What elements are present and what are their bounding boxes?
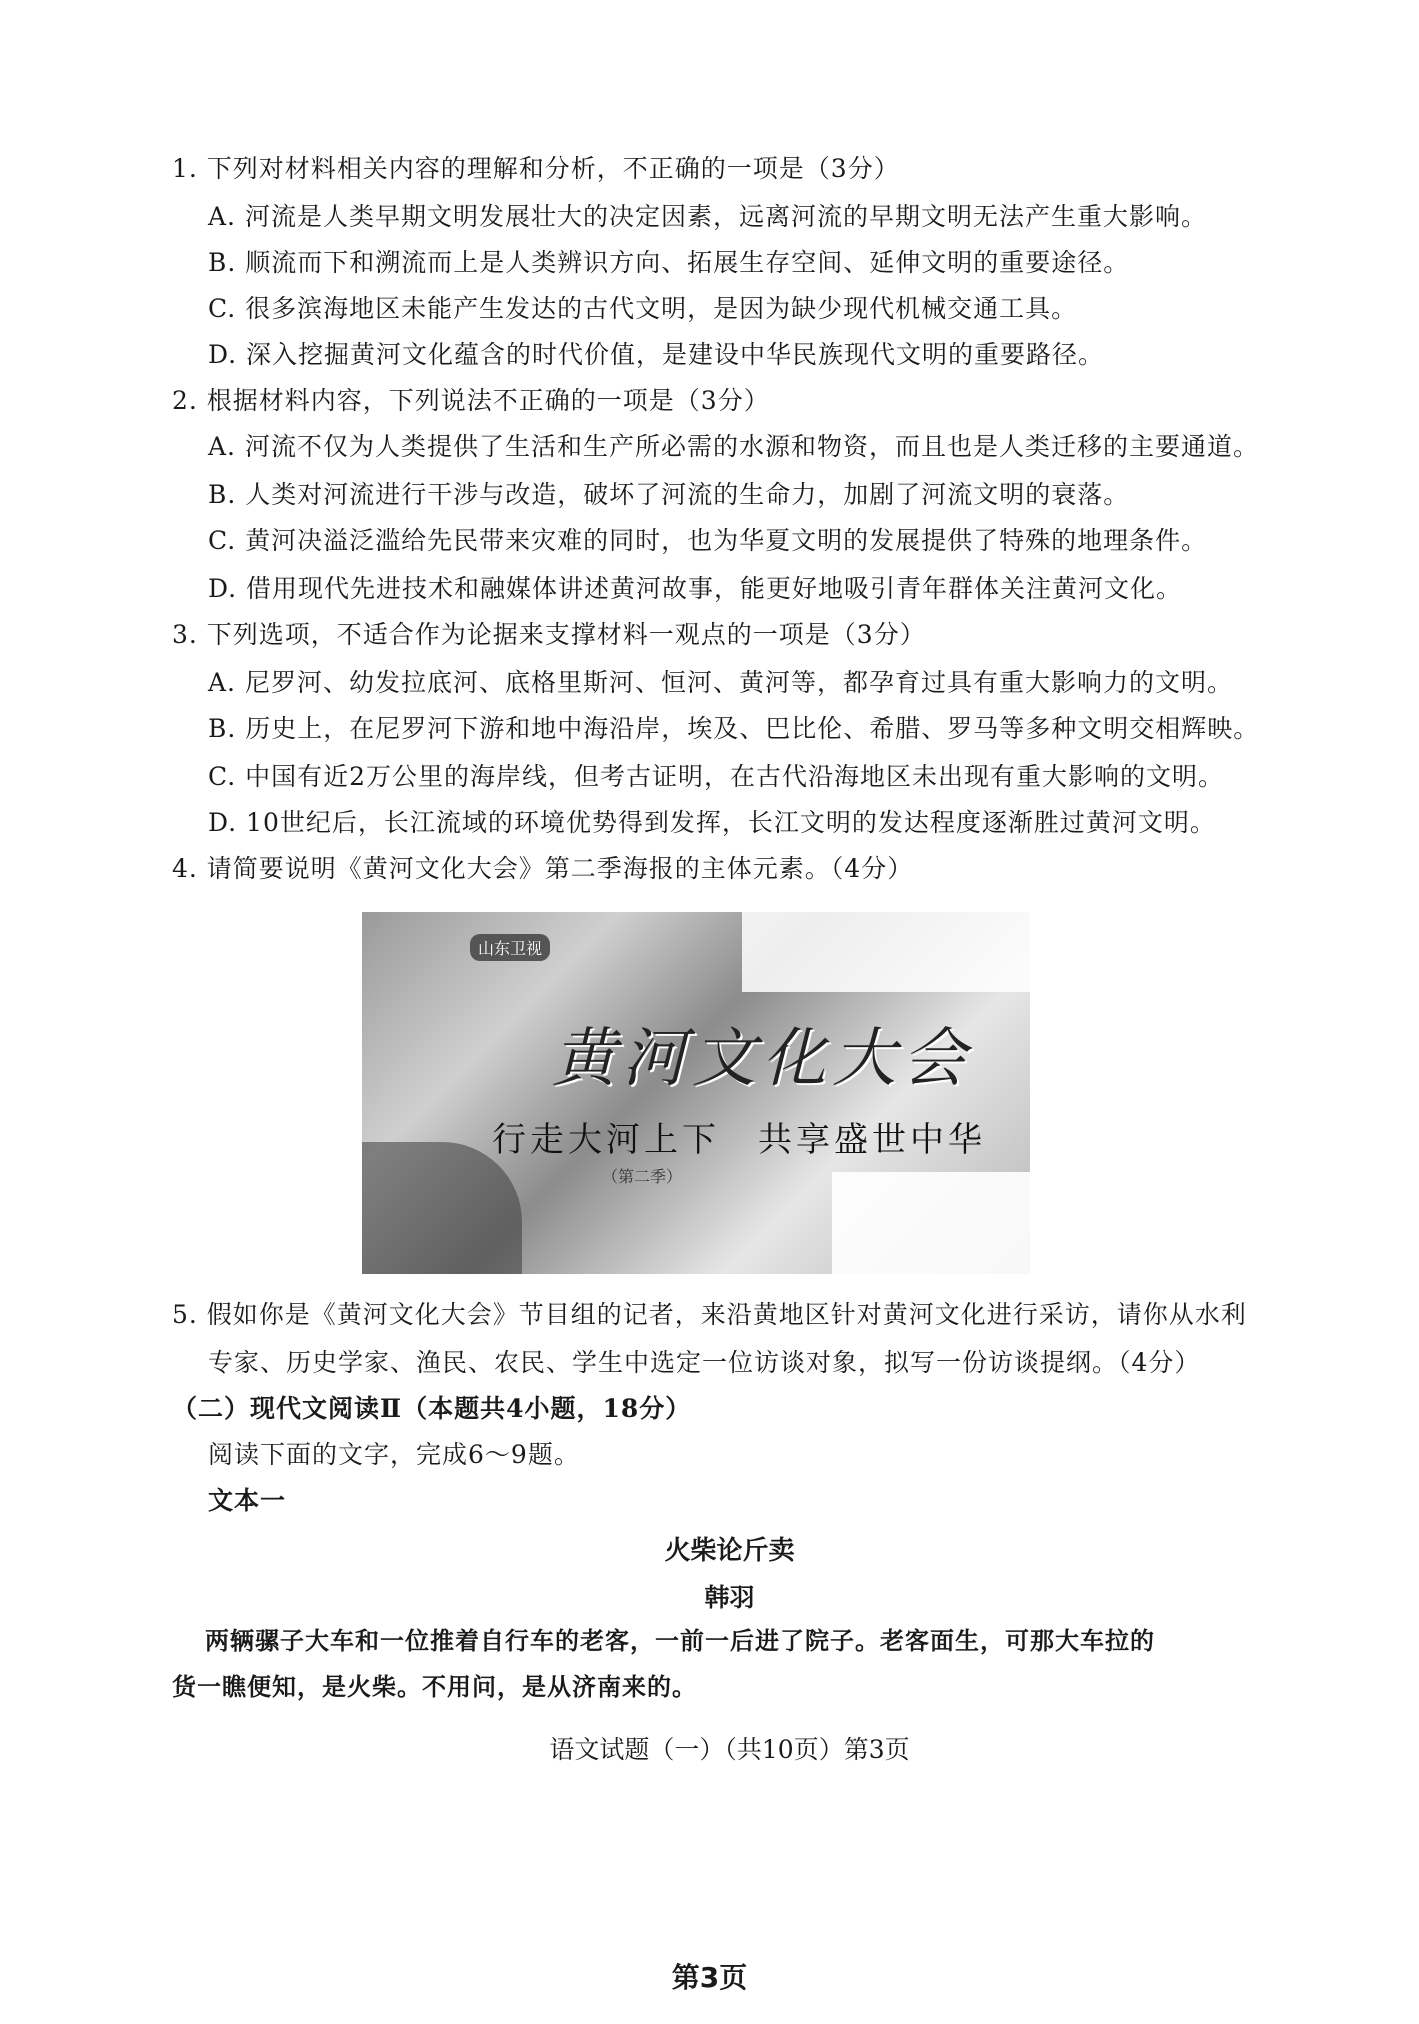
text-label: 文本一 <box>208 1486 287 1515</box>
q3-option-b: B. 历史上，在尼罗河下游和地中海沿岸，埃及、巴比伦、希腊、罗马等多种文明交相辉映。 <box>208 714 1260 743</box>
page-number: 第3页 <box>671 1961 748 1994</box>
q1-stem: 1. 下列对材料相关内容的理解和分析，不正确的一项是（3分） <box>172 154 900 183</box>
q1-option-c: C. 很多滨海地区未能产生发达的古代文明，是因为缺少现代机械交通工具。 <box>208 294 1078 323</box>
q1-option-a: A. 河流是人类早期文明发展壮大的决定因素，远离河流的早期文明无法产生重大影响。 <box>208 202 1207 231</box>
poster-shadow <box>362 1142 522 1274</box>
page-footer: 语文试题（一）（共10页）第3页 <box>549 1735 910 1764</box>
q3-option-c: C. 中国有近2万公里的海岸线，但考古证明，在古代沿海地区未出现有重大影响的文明。 <box>208 762 1225 791</box>
section-heading: （二）现代文阅读Ⅱ（本题共4小题，18分） <box>172 1394 692 1423</box>
q3-stem: 3. 下列选项，不适合作为论据来支撑材料一观点的一项是（3分） <box>172 620 926 649</box>
q5-line-2: 专家、历史学家、渔民、农民、学生中选定一位访谈对象，拟写一份访谈提纲。（4分） <box>208 1348 1201 1377</box>
poster-subtitle: （第二季） <box>602 1167 683 1186</box>
poster-title: 黄河文化大会 <box>552 1022 972 1096</box>
poster-slogan: 行走大河上下 共享盛世中华 <box>492 1120 986 1160</box>
poster-image <box>362 912 1030 1274</box>
q4-stem: 4. 请简要说明《黄河文化大会》第二季海报的主体元素。（4分） <box>172 854 914 883</box>
q1-option-b: B. 顺流而下和溯流而上是人类辨识方向、拓展生存空间、延伸文明的重要途径。 <box>208 248 1130 277</box>
story-author: 韩羽 <box>704 1583 755 1612</box>
q3-option-d: D. 10世纪后，长江流域的环境优势得到发挥，长江文明的发达程度逐渐胜过黄河文明。 <box>208 808 1216 837</box>
paragraph-line-2: 货一瞧便知，是火柴。不用问，是从济南来的。 <box>172 1673 697 1701</box>
poster-logo: 山东卫视 <box>470 934 550 961</box>
q2-option-a: A. 河流不仅为人类提供了生活和生产所必需的水源和物资，而且也是人类迁移的主要通道。 <box>208 432 1259 461</box>
q5-line-1: 5. 假如你是《黄河文化大会》节目组的记者，来沿黄地区针对黄河文化进行采访，请你从水利 <box>172 1300 1247 1329</box>
q2-stem: 2. 根据材料内容，下列说法不正确的一项是（3分） <box>172 386 770 415</box>
poster-highlight <box>742 912 1030 992</box>
q3-option-a: A. 尼罗河、幼发拉底河、底格里斯河、恒河、黄河等，都孕育过具有重大影响力的文明。 <box>208 668 1233 697</box>
story-title: 火柴论斤卖 <box>664 1536 795 1566</box>
q1-option-d: D. 深入挖掘黄河文化蕴含的时代价值，是建设中华民族现代文明的重要路径。 <box>208 340 1105 369</box>
instruction: 阅读下面的文字，完成6～9题。 <box>208 1440 580 1469</box>
poster-highlight-2 <box>832 1172 1030 1274</box>
q2-option-d: D. 借用现代先进技术和融媒体讲述黄河故事，能更好地吸引青年群体关注黄河文化。 <box>208 574 1183 603</box>
q2-option-b: B. 人类对河流进行干涉与改造，破坏了河流的生命力，加剧了河流文明的衰落。 <box>208 480 1130 509</box>
q2-option-c: C. 黄河决溢泛滥给先民带来灾难的同时，也为华夏文明的发展提供了特殊的地理条件。 <box>208 526 1208 555</box>
paragraph-line-1: 两辆骡子大车和一位推着自行车的老客，一前一后进了院子。老客面生，可那大车拉的 <box>205 1627 1155 1655</box>
